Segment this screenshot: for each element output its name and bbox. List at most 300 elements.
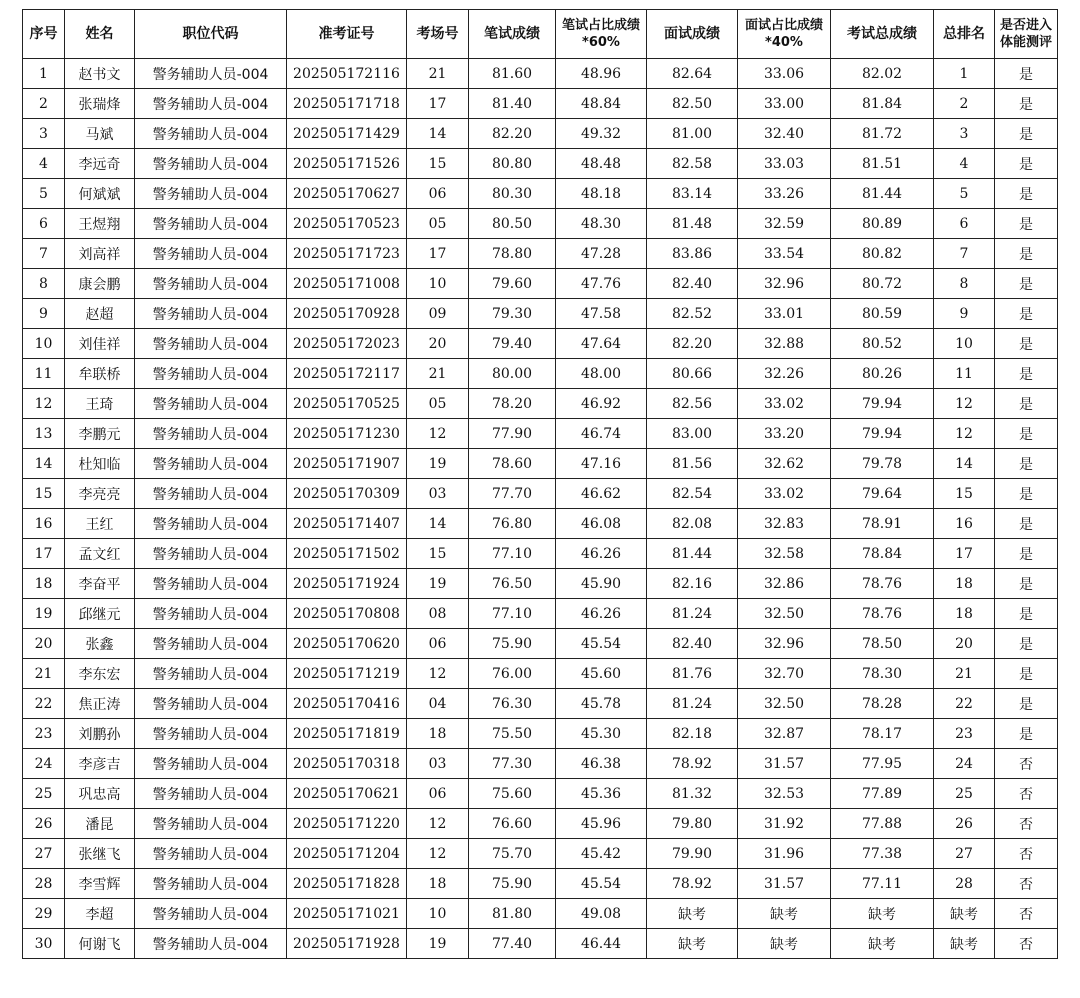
cell-position-code: 警务辅助人员-004 <box>135 929 287 959</box>
table-row <box>23 929 1058 959</box>
cell-written-score: 81.80 <box>469 899 556 929</box>
header-rank: 总排名 <box>934 10 995 59</box>
cell-fitness-test: 是 <box>995 239 1058 269</box>
cell-interview-score: 81.56 <box>647 449 738 479</box>
cell-written-weighted: 47.16 <box>556 449 647 479</box>
table-row <box>23 509 1058 539</box>
cell-fitness-test: 是 <box>995 719 1058 749</box>
cell-room-number: 03 <box>407 479 469 509</box>
results-table <box>22 9 1058 959</box>
cell-written-weighted: 47.64 <box>556 329 647 359</box>
cell-interview-weighted: 32.87 <box>738 719 831 749</box>
cell-name: 赵超 <box>65 299 135 329</box>
cell-ticket-number: 202505170620 <box>287 629 407 659</box>
cell-total-score: 79.78 <box>831 449 934 479</box>
cell-interview-weighted: 31.96 <box>738 839 831 869</box>
cell-interview-score: 缺考 <box>647 929 738 959</box>
cell-room-number: 17 <box>407 239 469 269</box>
cell-fitness-test: 是 <box>995 329 1058 359</box>
cell-written-weighted: 45.42 <box>556 839 647 869</box>
cell-written-weighted: 47.28 <box>556 239 647 269</box>
cell-ticket-number: 202505170318 <box>287 749 407 779</box>
cell-total-score: 77.11 <box>831 869 934 899</box>
cell-ticket-number: 202505171928 <box>287 929 407 959</box>
cell-total-score: 78.28 <box>831 689 934 719</box>
cell-fitness-test: 是 <box>995 419 1058 449</box>
table-row <box>23 899 1058 929</box>
cell-rank: 24 <box>934 749 995 779</box>
header-row <box>23 10 1058 59</box>
cell-name: 何斌斌 <box>65 179 135 209</box>
cell-written-score: 80.00 <box>469 359 556 389</box>
cell-name: 李雪辉 <box>65 869 135 899</box>
table-row <box>23 239 1058 269</box>
cell-ticket-number: 202505171526 <box>287 149 407 179</box>
cell-fitness-test: 否 <box>995 779 1058 809</box>
cell-interview-score: 82.56 <box>647 389 738 419</box>
cell-total-score: 缺考 <box>831 899 934 929</box>
cell-room-number: 06 <box>407 629 469 659</box>
cell-room-number: 06 <box>407 779 469 809</box>
cell-written-score: 75.90 <box>469 629 556 659</box>
cell-interview-score: 81.44 <box>647 539 738 569</box>
cell-total-score: 77.38 <box>831 839 934 869</box>
cell-fitness-test: 是 <box>995 509 1058 539</box>
cell-rank: 缺考 <box>934 929 995 959</box>
cell-seq: 4 <box>23 149 65 179</box>
cell-position-code: 警务辅助人员-004 <box>135 149 287 179</box>
cell-rank: 26 <box>934 809 995 839</box>
table-row <box>23 539 1058 569</box>
cell-ticket-number: 202505170808 <box>287 599 407 629</box>
cell-name: 李亮亮 <box>65 479 135 509</box>
cell-room-number: 09 <box>407 299 469 329</box>
cell-written-weighted: 46.26 <box>556 599 647 629</box>
table-row <box>23 869 1058 899</box>
cell-fitness-test: 否 <box>995 869 1058 899</box>
cell-room-number: 14 <box>407 509 469 539</box>
table-row <box>23 119 1058 149</box>
cell-rank: 21 <box>934 659 995 689</box>
cell-written-weighted: 45.78 <box>556 689 647 719</box>
cell-interview-score: 82.58 <box>647 149 738 179</box>
cell-ticket-number: 202505171230 <box>287 419 407 449</box>
cell-interview-score: 82.18 <box>647 719 738 749</box>
cell-interview-score: 83.14 <box>647 179 738 209</box>
cell-interview-score: 81.48 <box>647 209 738 239</box>
cell-total-score: 78.50 <box>831 629 934 659</box>
cell-written-score: 81.40 <box>469 89 556 119</box>
cell-written-score: 76.60 <box>469 809 556 839</box>
cell-rank: 15 <box>934 479 995 509</box>
cell-interview-score: 82.20 <box>647 329 738 359</box>
cell-interview-weighted: 32.59 <box>738 209 831 239</box>
cell-fitness-test: 是 <box>995 569 1058 599</box>
cell-ticket-number: 202505171718 <box>287 89 407 119</box>
cell-rank: 8 <box>934 269 995 299</box>
cell-written-score: 80.30 <box>469 179 556 209</box>
table-row <box>23 299 1058 329</box>
cell-total-score: 78.76 <box>831 569 934 599</box>
cell-position-code: 警务辅助人员-004 <box>135 479 287 509</box>
header-written-score: 笔试成绩 <box>469 10 556 59</box>
cell-total-score: 80.59 <box>831 299 934 329</box>
cell-position-code: 警务辅助人员-004 <box>135 329 287 359</box>
cell-total-score: 77.89 <box>831 779 934 809</box>
cell-written-score: 76.00 <box>469 659 556 689</box>
cell-seq: 16 <box>23 509 65 539</box>
cell-total-score: 77.95 <box>831 749 934 779</box>
cell-seq: 15 <box>23 479 65 509</box>
cell-position-code: 警务辅助人员-004 <box>135 809 287 839</box>
header-total-score: 考试总成绩 <box>831 10 934 59</box>
cell-seq: 6 <box>23 209 65 239</box>
header-fitness-test: 是否进入体能测评 <box>995 10 1058 59</box>
cell-ticket-number: 202505171220 <box>287 809 407 839</box>
cell-interview-score: 81.24 <box>647 689 738 719</box>
table-row <box>23 569 1058 599</box>
cell-name: 牟联桥 <box>65 359 135 389</box>
cell-seq: 21 <box>23 659 65 689</box>
cell-rank: 3 <box>934 119 995 149</box>
cell-ticket-number: 202505170928 <box>287 299 407 329</box>
cell-position-code: 警务辅助人员-004 <box>135 659 287 689</box>
cell-room-number: 15 <box>407 149 469 179</box>
cell-position-code: 警务辅助人员-004 <box>135 689 287 719</box>
cell-fitness-test: 是 <box>995 659 1058 689</box>
cell-seq: 17 <box>23 539 65 569</box>
cell-ticket-number: 202505171021 <box>287 899 407 929</box>
cell-name: 何谢飞 <box>65 929 135 959</box>
cell-written-score: 80.50 <box>469 209 556 239</box>
cell-total-score: 78.76 <box>831 599 934 629</box>
cell-interview-weighted: 缺考 <box>738 899 831 929</box>
cell-rank: 5 <box>934 179 995 209</box>
cell-name: 焦正涛 <box>65 689 135 719</box>
cell-room-number: 05 <box>407 389 469 419</box>
cell-seq: 14 <box>23 449 65 479</box>
cell-written-weighted: 46.62 <box>556 479 647 509</box>
cell-interview-weighted: 33.02 <box>738 389 831 419</box>
cell-position-code: 警务辅助人员-004 <box>135 539 287 569</box>
cell-rank: 12 <box>934 389 995 419</box>
cell-interview-weighted: 33.54 <box>738 239 831 269</box>
cell-position-code: 警务辅助人员-004 <box>135 299 287 329</box>
cell-interview-score: 82.16 <box>647 569 738 599</box>
cell-fitness-test: 是 <box>995 539 1058 569</box>
cell-interview-weighted: 32.96 <box>738 629 831 659</box>
cell-written-score: 75.60 <box>469 779 556 809</box>
cell-interview-score: 81.24 <box>647 599 738 629</box>
cell-written-score: 79.60 <box>469 269 556 299</box>
cell-name: 张瑞烽 <box>65 89 135 119</box>
cell-interview-score: 82.52 <box>647 299 738 329</box>
cell-written-score: 80.80 <box>469 149 556 179</box>
cell-rank: 2 <box>934 89 995 119</box>
cell-written-weighted: 45.60 <box>556 659 647 689</box>
cell-written-score: 77.70 <box>469 479 556 509</box>
cell-interview-weighted: 33.20 <box>738 419 831 449</box>
cell-room-number: 08 <box>407 599 469 629</box>
cell-written-score: 81.60 <box>469 59 556 89</box>
cell-position-code: 警务辅助人员-004 <box>135 59 287 89</box>
cell-seq: 3 <box>23 119 65 149</box>
cell-total-score: 缺考 <box>831 929 934 959</box>
cell-position-code: 警务辅助人员-004 <box>135 89 287 119</box>
header-name: 姓名 <box>65 10 135 59</box>
cell-written-score: 77.10 <box>469 599 556 629</box>
cell-name: 杜知临 <box>65 449 135 479</box>
table-row <box>23 179 1058 209</box>
table-row <box>23 389 1058 419</box>
cell-position-code: 警务辅助人员-004 <box>135 209 287 239</box>
header-interview-score: 面试成绩 <box>647 10 738 59</box>
cell-ticket-number: 202505171502 <box>287 539 407 569</box>
cell-position-code: 警务辅助人员-004 <box>135 899 287 929</box>
cell-interview-score: 78.92 <box>647 869 738 899</box>
cell-name: 李远奇 <box>65 149 135 179</box>
cell-ticket-number: 202505171828 <box>287 869 407 899</box>
cell-fitness-test: 是 <box>995 209 1058 239</box>
cell-seq: 1 <box>23 59 65 89</box>
cell-ticket-number: 202505170627 <box>287 179 407 209</box>
cell-written-weighted: 45.54 <box>556 629 647 659</box>
cell-name: 潘昆 <box>65 809 135 839</box>
cell-fitness-test: 是 <box>995 269 1058 299</box>
cell-name: 赵书文 <box>65 59 135 89</box>
table-row <box>23 269 1058 299</box>
cell-ticket-number: 202505171204 <box>287 839 407 869</box>
cell-total-score: 81.72 <box>831 119 934 149</box>
cell-total-score: 79.94 <box>831 389 934 419</box>
cell-seq: 20 <box>23 629 65 659</box>
cell-rank: 11 <box>934 359 995 389</box>
cell-rank: 22 <box>934 689 995 719</box>
cell-written-score: 75.70 <box>469 839 556 869</box>
cell-written-weighted: 48.00 <box>556 359 647 389</box>
cell-written-weighted: 47.58 <box>556 299 647 329</box>
cell-total-score: 80.89 <box>831 209 934 239</box>
cell-fitness-test: 否 <box>995 929 1058 959</box>
cell-written-weighted: 46.92 <box>556 389 647 419</box>
cell-room-number: 10 <box>407 269 469 299</box>
cell-seq: 13 <box>23 419 65 449</box>
cell-ticket-number: 202505171407 <box>287 509 407 539</box>
cell-fitness-test: 是 <box>995 299 1058 329</box>
cell-room-number: 15 <box>407 539 469 569</box>
cell-seq: 25 <box>23 779 65 809</box>
cell-interview-score: 81.32 <box>647 779 738 809</box>
cell-written-weighted: 45.90 <box>556 569 647 599</box>
cell-interview-weighted: 32.50 <box>738 689 831 719</box>
cell-room-number: 19 <box>407 929 469 959</box>
cell-written-score: 79.30 <box>469 299 556 329</box>
cell-seq: 19 <box>23 599 65 629</box>
table-row <box>23 689 1058 719</box>
table-row <box>23 329 1058 359</box>
cell-ticket-number: 202505171008 <box>287 269 407 299</box>
cell-seq: 10 <box>23 329 65 359</box>
cell-interview-score: 82.40 <box>647 629 738 659</box>
table-row <box>23 659 1058 689</box>
cell-position-code: 警务辅助人员-004 <box>135 239 287 269</box>
cell-position-code: 警务辅助人员-004 <box>135 419 287 449</box>
cell-interview-weighted: 缺考 <box>738 929 831 959</box>
cell-total-score: 80.72 <box>831 269 934 299</box>
header-interview-weighted: 面试占比成绩*40% <box>738 10 831 59</box>
cell-written-score: 76.30 <box>469 689 556 719</box>
cell-rank: 缺考 <box>934 899 995 929</box>
cell-written-score: 77.90 <box>469 419 556 449</box>
header-room-number: 考场号 <box>407 10 469 59</box>
cell-name: 李鹏元 <box>65 419 135 449</box>
cell-room-number: 19 <box>407 449 469 479</box>
cell-interview-score: 82.40 <box>647 269 738 299</box>
cell-interview-score: 81.00 <box>647 119 738 149</box>
table-row <box>23 59 1058 89</box>
cell-room-number: 21 <box>407 59 469 89</box>
cell-ticket-number: 202505170621 <box>287 779 407 809</box>
cell-interview-score: 82.50 <box>647 89 738 119</box>
cell-room-number: 20 <box>407 329 469 359</box>
cell-position-code: 警务辅助人员-004 <box>135 629 287 659</box>
table-row <box>23 419 1058 449</box>
cell-position-code: 警务辅助人员-004 <box>135 779 287 809</box>
cell-interview-weighted: 32.40 <box>738 119 831 149</box>
cell-name: 李奋平 <box>65 569 135 599</box>
cell-total-score: 81.44 <box>831 179 934 209</box>
cell-ticket-number: 202505170525 <box>287 389 407 419</box>
cell-ticket-number: 202505170416 <box>287 689 407 719</box>
cell-interview-weighted: 32.83 <box>738 509 831 539</box>
cell-written-weighted: 46.74 <box>556 419 647 449</box>
cell-rank: 12 <box>934 419 995 449</box>
cell-seq: 2 <box>23 89 65 119</box>
cell-total-score: 81.51 <box>831 149 934 179</box>
cell-interview-weighted: 32.50 <box>738 599 831 629</box>
cell-total-score: 79.64 <box>831 479 934 509</box>
cell-fitness-test: 是 <box>995 89 1058 119</box>
header-ticket-number: 准考证号 <box>287 10 407 59</box>
cell-fitness-test: 否 <box>995 899 1058 929</box>
cell-ticket-number: 202505171723 <box>287 239 407 269</box>
header-written-weighted: 笔试占比成绩*60% <box>556 10 647 59</box>
cell-total-score: 78.17 <box>831 719 934 749</box>
cell-interview-score: 79.90 <box>647 839 738 869</box>
cell-interview-score: 83.86 <box>647 239 738 269</box>
table-row <box>23 209 1058 239</box>
cell-fitness-test: 是 <box>995 359 1058 389</box>
table-row <box>23 449 1058 479</box>
cell-written-score: 77.40 <box>469 929 556 959</box>
cell-position-code: 警务辅助人员-004 <box>135 509 287 539</box>
cell-interview-weighted: 33.02 <box>738 479 831 509</box>
cell-written-score: 77.30 <box>469 749 556 779</box>
cell-rank: 27 <box>934 839 995 869</box>
cell-rank: 7 <box>934 239 995 269</box>
cell-seq: 28 <box>23 869 65 899</box>
table-row <box>23 149 1058 179</box>
cell-seq: 24 <box>23 749 65 779</box>
cell-ticket-number: 202505171219 <box>287 659 407 689</box>
cell-room-number: 03 <box>407 749 469 779</box>
cell-position-code: 警务辅助人员-004 <box>135 179 287 209</box>
header-position-code: 职位代码 <box>135 10 287 59</box>
cell-ticket-number: 202505171429 <box>287 119 407 149</box>
cell-total-score: 80.52 <box>831 329 934 359</box>
table-row <box>23 599 1058 629</box>
cell-interview-score: 78.92 <box>647 749 738 779</box>
cell-seq: 5 <box>23 179 65 209</box>
cell-fitness-test: 否 <box>995 809 1058 839</box>
cell-interview-weighted: 33.00 <box>738 89 831 119</box>
cell-seq: 22 <box>23 689 65 719</box>
cell-written-weighted: 48.18 <box>556 179 647 209</box>
cell-total-score: 82.02 <box>831 59 934 89</box>
cell-written-weighted: 46.44 <box>556 929 647 959</box>
cell-ticket-number: 202505171924 <box>287 569 407 599</box>
cell-room-number: 14 <box>407 119 469 149</box>
cell-rank: 18 <box>934 599 995 629</box>
cell-interview-score: 83.00 <box>647 419 738 449</box>
cell-fitness-test: 是 <box>995 119 1058 149</box>
cell-interview-weighted: 32.70 <box>738 659 831 689</box>
cell-total-score: 79.94 <box>831 419 934 449</box>
cell-seq: 8 <box>23 269 65 299</box>
cell-position-code: 警务辅助人员-004 <box>135 359 287 389</box>
cell-room-number: 19 <box>407 569 469 599</box>
cell-written-weighted: 45.30 <box>556 719 647 749</box>
table-row <box>23 479 1058 509</box>
cell-ticket-number: 202505170309 <box>287 479 407 509</box>
cell-fitness-test: 是 <box>995 689 1058 719</box>
cell-written-weighted: 45.54 <box>556 869 647 899</box>
cell-written-weighted: 48.84 <box>556 89 647 119</box>
cell-written-score: 77.10 <box>469 539 556 569</box>
cell-name: 马斌 <box>65 119 135 149</box>
cell-written-weighted: 48.96 <box>556 59 647 89</box>
cell-total-score: 77.88 <box>831 809 934 839</box>
cell-fitness-test: 是 <box>995 179 1058 209</box>
cell-written-score: 75.90 <box>469 869 556 899</box>
cell-position-code: 警务辅助人员-004 <box>135 269 287 299</box>
cell-written-weighted: 45.96 <box>556 809 647 839</box>
cell-fitness-test: 是 <box>995 599 1058 629</box>
cell-seq: 23 <box>23 719 65 749</box>
table-row <box>23 779 1058 809</box>
cell-written-weighted: 48.48 <box>556 149 647 179</box>
cell-position-code: 警务辅助人员-004 <box>135 869 287 899</box>
cell-room-number: 17 <box>407 89 469 119</box>
cell-fitness-test: 是 <box>995 479 1058 509</box>
cell-written-weighted: 46.38 <box>556 749 647 779</box>
cell-seq: 18 <box>23 569 65 599</box>
cell-interview-weighted: 32.58 <box>738 539 831 569</box>
cell-room-number: 18 <box>407 719 469 749</box>
cell-written-weighted: 46.08 <box>556 509 647 539</box>
cell-interview-weighted: 32.86 <box>738 569 831 599</box>
cell-name: 巩忠高 <box>65 779 135 809</box>
cell-position-code: 警务辅助人员-004 <box>135 839 287 869</box>
cell-total-score: 78.84 <box>831 539 934 569</box>
cell-room-number: 10 <box>407 899 469 929</box>
cell-seq: 27 <box>23 839 65 869</box>
cell-written-weighted: 49.32 <box>556 119 647 149</box>
cell-interview-weighted: 32.62 <box>738 449 831 479</box>
cell-name: 张鑫 <box>65 629 135 659</box>
header-seq: 序号 <box>23 10 65 59</box>
cell-position-code: 警务辅助人员-004 <box>135 389 287 419</box>
